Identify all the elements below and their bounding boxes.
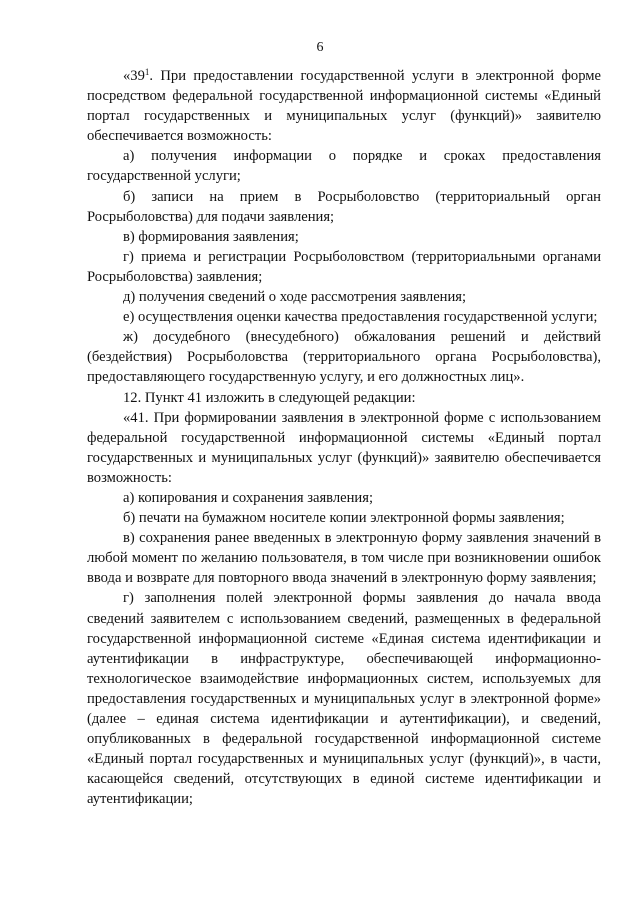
list-item: г) приема и регистрации Росрыболовством (территориальными органами Росрыболовства) заявления; bbox=[87, 248, 601, 285]
list-item: в) сохранения ранее введенных в электронную форму заявления значений в любой момент по желанию пользователя, в том числе при возникновении ошибок ввода и возврате для повторного ввода значений в электронную форму заявления; bbox=[87, 530, 601, 587]
list-item: а) копирования и сохранения заявления; bbox=[123, 489, 374, 506]
list-item: д) получения сведений о ходе рассмотрения заявления; bbox=[123, 289, 467, 306]
list-item: б) записи на прием в Росрыболовство (территориальный орган Росрыболовства) для подачи заявления; bbox=[87, 188, 601, 225]
list-item: в) формирования заявления; bbox=[123, 228, 299, 245]
document-body bbox=[87, 66, 601, 809]
section-number: «39 bbox=[123, 68, 145, 84]
list-item: а) получения информации о порядке и сроках предоставления государственной услуги; bbox=[87, 148, 601, 185]
point-41-intro: «41. При формировании заявления в электронной форме с использованием федеральной государственной информационной системы «Единый портал государственных и муниципальных услуг (функций)» заявителю обеспечивается возможность: bbox=[87, 409, 601, 486]
section-intro-text: . При предоставлении государственной услуги в электронной форме посредством федеральной государственной информационной системы «Единый портал государственных и муниципальных услуг (функций)» заявителю обеспечивается возможность: bbox=[87, 68, 601, 145]
point-12-heading: 12. Пункт 41 изложить в следующей редакции: bbox=[123, 389, 416, 406]
section-superscript: 1 bbox=[144, 67, 150, 77]
list-item: ж) досудебного (внесудебного) обжалования решений и действий (бездействия) Росрыболовства (территориального органа Росрыболовства), предоставляющего государственную услугу, и его должностных лиц». bbox=[87, 329, 601, 386]
list-item: г) заполнения полей электронной формы заявления до начала ввода сведений заявителем с использованием сведений, размещенных в федеральной государственной информационной системе «Единая система идентификации и аутентификации в инфраструктуре, обеспечивающей информационно-технологическое взаимодействие информационных систем, используемых для предоставления государственных и муниципальных услуг в электронной форме» (далее – единая система идентификации и аутентификации), и сведений, опубликованных в федеральной государственной информационной системе «Единый портал государственных и муниципальных услуг (функций)», в части, касающейся сведений, отсутствующих в единой системе идентификации и аутентификации; bbox=[87, 590, 601, 808]
list-item: е) осуществления оценки качества предоставления государственной услуги; bbox=[123, 309, 598, 326]
list-item: б) печати на бумажном носителе копии электронной формы заявления; bbox=[123, 510, 565, 527]
page-number: 6 bbox=[316, 40, 324, 55]
section-39-1-intro bbox=[87, 66, 601, 146]
